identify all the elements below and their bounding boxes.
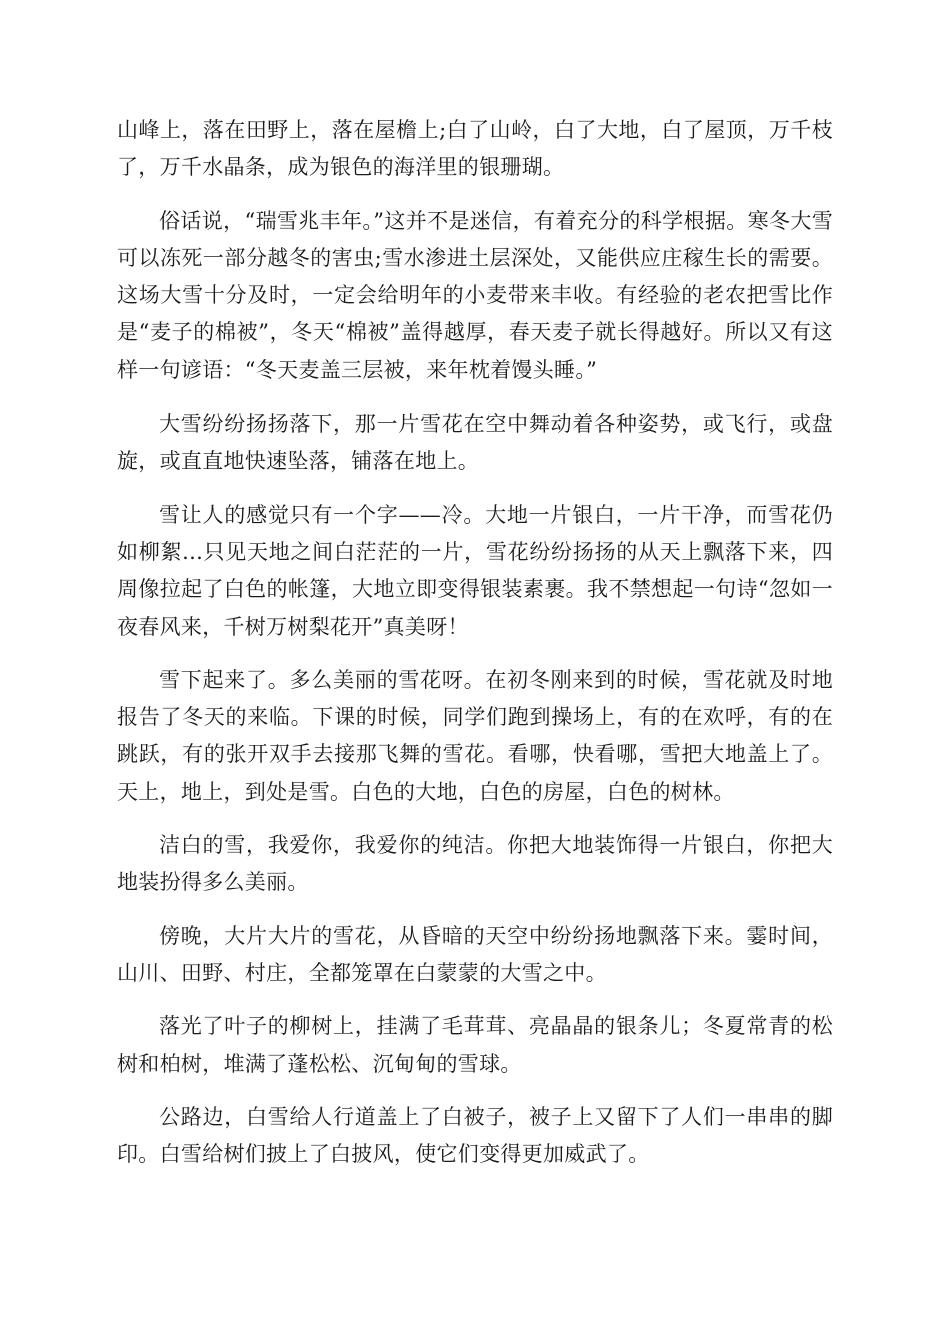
paragraph: 雪让人的感觉只有一个字——冷。大地一片银白，一片干净，而雪花仍如柳絮...只见天地之间白茫茫的一片，雪花纷纷扬扬的从天上飘落下来，四周像拉起了白色的帐篷，大地立即变得银装素裹。我不禁想起一句诗“忽如一夜春风来，千树万树梨花开”真美呀！: [117, 502, 833, 639]
paragraph: 傍晚，大片大片的雪花，从昏暗的天空中纷纷扬地飘落下来。霎时间，山川、田野、村庄，全都笼罩在白蒙蒙的大雪之中。: [117, 923, 833, 985]
paragraph: 公路边，白雪给人行道盖上了白被子，被子上又留下了人们一串串的脚印。白雪给树们披上了白披风，使它们变得更加威武了。: [117, 1104, 833, 1167]
paragraph: 雪下起来了。多么美丽的雪花呀。在初冬刚来到的时候，雪花就及时地报告了冬天的来临。下课的时候，同学们跑到操场上，有的在欢呼，有的在跳跃，有的张开双手去接那飞舞的雪花。看哪，快看哪，雪把大地盖上了。天上，地上，到处是雪。白色的大地，白色的房屋，白色的树林。: [117, 667, 833, 804]
document-body: [117, 112, 833, 1189]
paragraph: 大雪纷纷扬扬落下，那一片雪花在空中舞动着各种姿势，或飞行，或盘旋，或直直地快速坠落，铺落在地上。: [117, 412, 833, 474]
paragraph: 洁白的雪，我爱你，我爱你的纯洁。你把大地装饰得一片银白，你把大地装扮得多么美丽。: [117, 833, 833, 895]
paragraph: 山峰上，落在田野上，落在屋檐上;白了山岭，白了大地，白了屋顶，万千枝了，万千水晶条，成为银色的海洋里的银珊瑚。: [117, 118, 833, 180]
paragraph: 落光了叶子的柳树上，挂满了毛茸茸、亮晶晶的银条儿；冬夏常青的松树和柏树，堆满了蓬松松、沉甸甸的雪球。: [117, 1014, 833, 1076]
paragraph: 俗话说，“瑞雪兆丰年。”这并不是迷信，有着充分的科学根据。寒冬大雪可以冻死一部分越冬的害虫;雪水渗进土层深处，又能供应庄稼生长的需要。这场大雪十分及时，一定会给明年的小麦带来丰收。有经验的老农把雪比作是“麦子的棉被”，冬天“棉被”盖得越厚，春天麦子就长得越好。所以又有这样一句谚语：“冬天麦盖三层被，来年枕着馒头睡。”: [117, 208, 833, 382]
